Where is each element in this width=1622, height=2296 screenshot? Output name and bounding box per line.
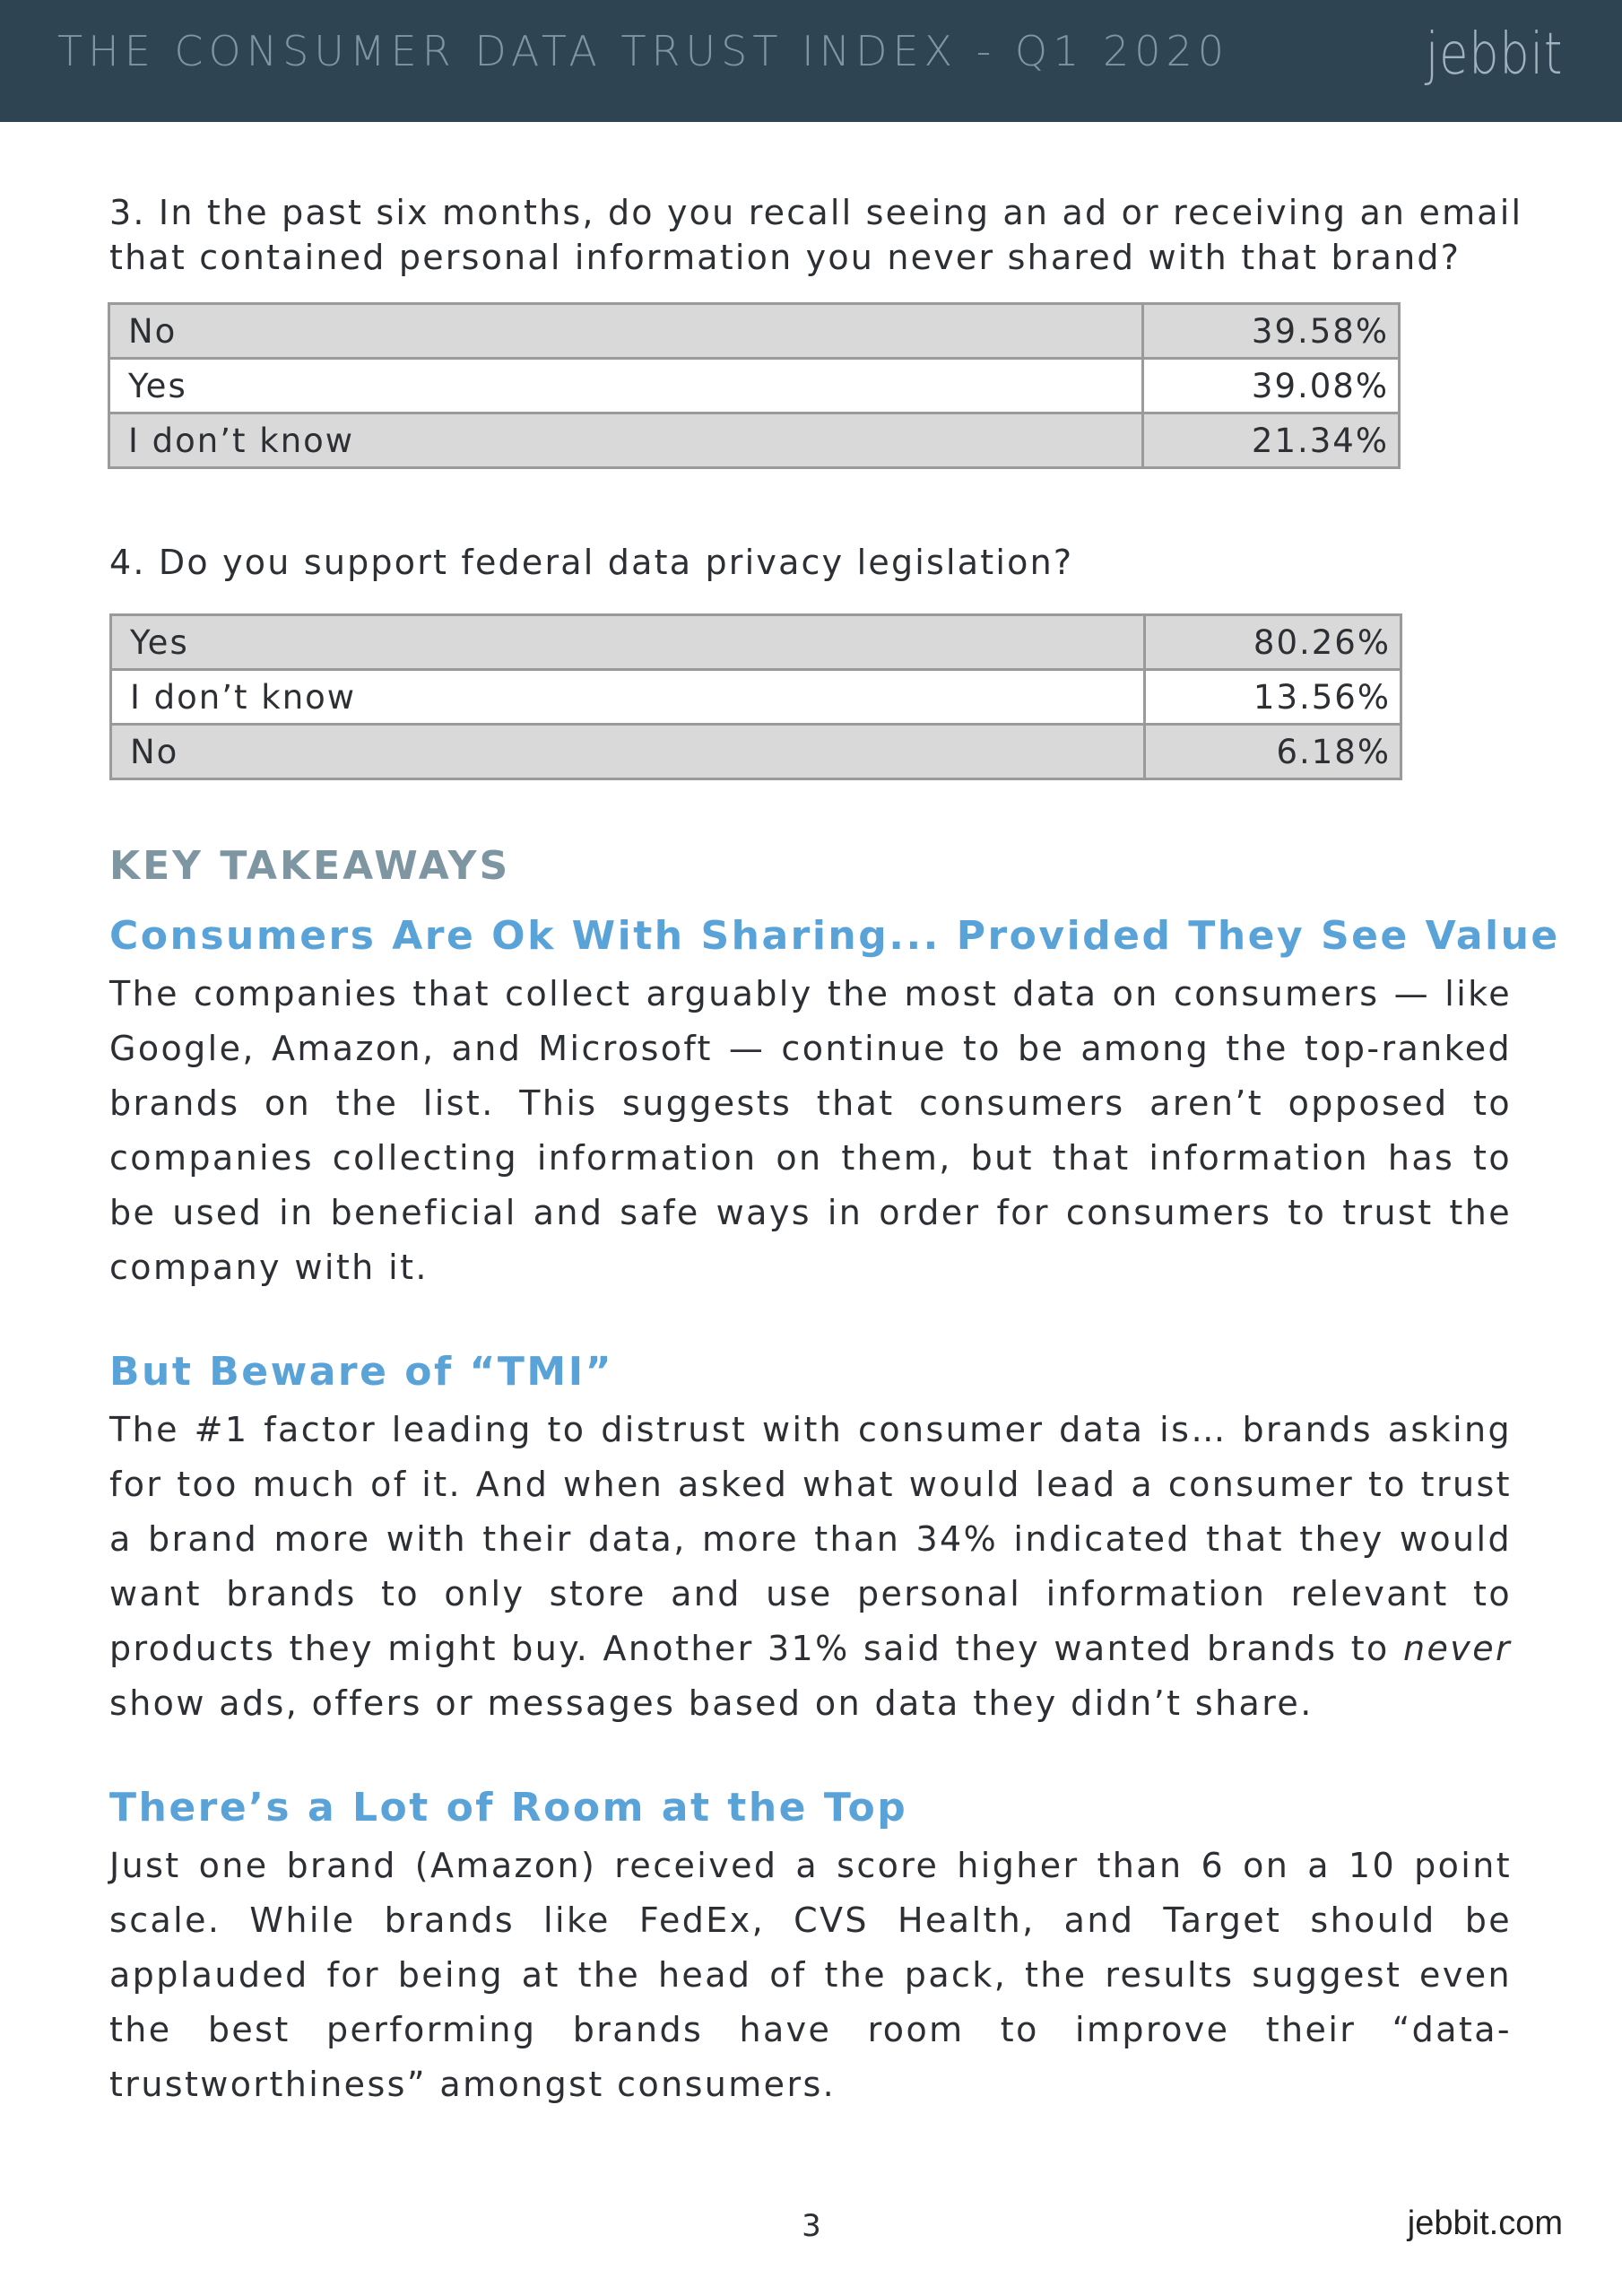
question-4-text: 4. Do you support federal data privacy legislation? [109,543,1074,582]
takeaway-1-title: Consumers Are Ok With Sharing... Provided They See Value [109,913,1560,959]
page-number: 3 [802,2208,821,2244]
answer-percentage: 13.56% [1145,670,1401,725]
takeaway-2-body-end: show ads, offers or messages based on data they didn’t share. [109,1683,1314,1723]
answer-percentage: 39.08% [1143,359,1400,413]
table-row [111,670,1401,725]
answer-percentage: 80.26% [1145,615,1401,670]
answer-percentage: 21.34% [1143,413,1400,468]
answer-label: No [109,304,1143,359]
takeaway-1-body: The companies that collect arguably the most data on consumers — like Google, Amazon, and Microsoft — continue to be among the top-ranked brands on the list. This suggests that consumers aren’t opposed to companies collecting information on them, but that information has to be used in beneficial and safe ways in order for consumers to trust the company with it. [109,974,1512,1287]
key-takeaways-heading: KEY TAKEAWAYS [109,843,511,889]
table-row [111,615,1401,670]
page-header [0,0,1622,122]
jebbit-logo: jebbit [1425,22,1563,88]
takeaway-2-title: But Beware of “TMI” [109,1349,613,1395]
report-title: THE CONSUMER DATA TRUST INDEX - Q1 2020 [57,27,1230,75]
answer-label: I don’t know [111,670,1145,725]
table-row [109,359,1400,413]
question-4-results-table [109,613,1402,780]
table-row [111,725,1401,779]
question-3-results-table [108,302,1401,469]
takeaway-3-body: Just one brand (Amazon) received a score higher than 6 on a 10 point scale. While brands like FedEx, CVS Health, and Target should be applauded for being at the head of the pack, the results suggest even the best performing brands have room to improve their “data-trustworthiness” amongst consumers. [109,1846,1512,2104]
answer-percentage: 39.58% [1143,304,1400,359]
takeaway-2-body [109,1403,1512,1731]
answer-label: Yes [109,359,1143,413]
takeaway-3-title: There’s a Lot of Room at the Top [109,1785,908,1831]
answer-label: No [111,725,1145,779]
table-row [109,413,1400,468]
table-row [109,304,1400,359]
answer-label: I don’t know [109,413,1143,468]
answer-label: Yes [111,615,1145,670]
takeaway-2-body-emphasis: never [1403,1629,1512,1668]
footer-website: jebbit.com [1407,2205,1563,2242]
takeaway-2-body-start: The #1 factor leading to distrust with consumer data is… brands asking for too much of it. And when asked what would lead a consumer to trust a brand more with their data, more than 34% indicated that they would want brands to only store and use personal information relevant to products they might buy. Another 31% said they wanted brands to [109,1410,1512,1668]
question-3-text: 3. In the past six months, do you recall seeing an ad or receiving an email that contained personal information you never shared with that brand? [109,193,1523,277]
answer-percentage: 6.18% [1145,725,1401,779]
